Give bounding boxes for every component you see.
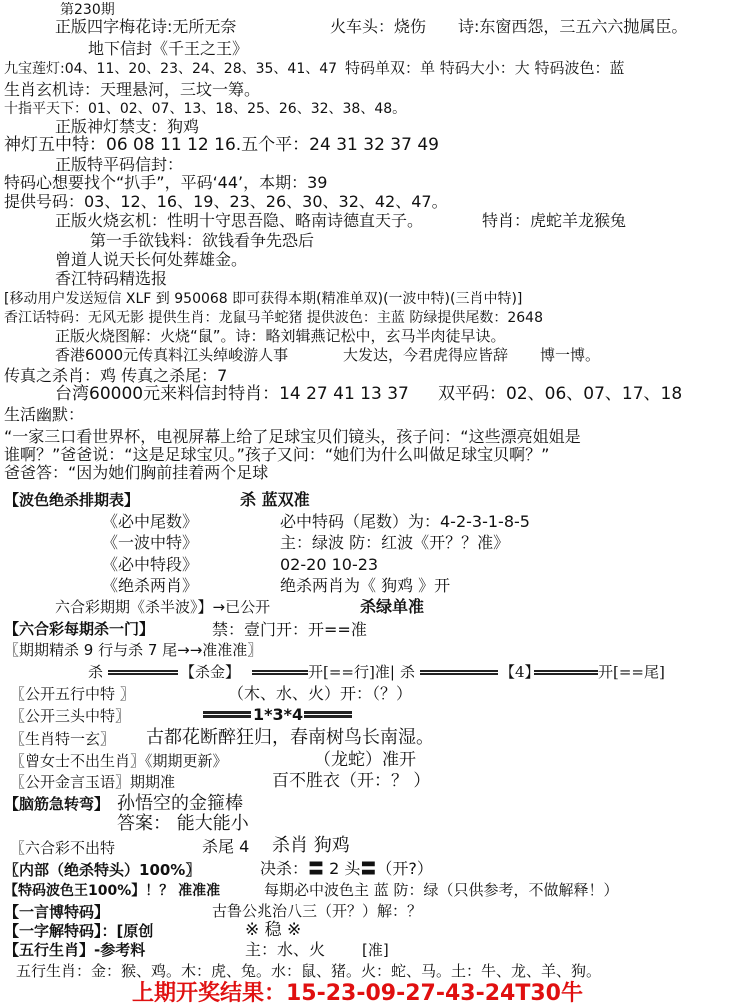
special-zodiac: 特肖：虎蛇羊龙猴兔 — [482, 211, 627, 230]
underground-envelope: 地下信封《千王之王》 — [88, 39, 249, 58]
bo-yi-bo: 博一博。 — [540, 346, 601, 364]
tbl-key: 《必中特段》 — [102, 555, 199, 574]
precise-kill-line: 〖期期精杀 9 行与杀 7 尾→→准准准〗 — [4, 641, 263, 659]
open-element: 开[==行]准| — [308, 663, 395, 681]
tbl-key: 《一波中特》 — [102, 533, 199, 552]
issue-number: 第230期 — [60, 2, 115, 18]
huochetou-poem: 诗:东窗西怨，三五六六抛属臣。 — [458, 17, 688, 36]
bose-table-title: 杀 蓝双准 — [240, 490, 310, 509]
divider — [252, 670, 308, 675]
life-humor-title: 生活幽默： — [4, 405, 85, 424]
tbl-value: 02-20 10-23 — [280, 555, 379, 574]
fire-diagram: 正版火烧图解：火烧“鼠”。诗：略刘辑燕记松中，玄马半肉徒早诀。 — [55, 327, 506, 345]
inner-kill-label: 〖内部（绝杀特头）100%〗 — [4, 861, 201, 879]
golden-words-value: 百不胜衣（开：？ ） — [272, 771, 431, 791]
huochetou: 火车头：烧伤 — [330, 17, 427, 36]
five-zodiac-sure: [准] — [362, 941, 389, 959]
five-element-value: （木、水、火）开：（？） — [228, 684, 413, 703]
fax-kill: 传真之杀肖：鸡 传真之杀尾：7 — [4, 366, 228, 385]
divider — [534, 670, 598, 675]
one-char-value: ※ 稳 ※ — [245, 920, 302, 940]
hongkong-fax: 香港6000元传真料江头绰峻游人事 — [55, 346, 289, 364]
jiubao-lianteng: 九宝莲灯:04、11、20、23、24、28、35、41、47 — [4, 61, 338, 77]
golden-words-label: 〖公开金言玉语〗期期准 — [10, 773, 176, 791]
not-out-label: 〖六合彩不出特 — [10, 839, 116, 857]
first-hand-material: 第一手欲钱料：欲钱看争先恐后 — [90, 231, 315, 250]
bose-table-label: 【波色绝杀排期表】 — [4, 491, 140, 509]
kill-gold: 【杀金】 — [180, 663, 241, 681]
tbl-key: 《绝杀两肖》 — [102, 576, 199, 595]
kill-one-door-value: 禁：壹门开：开==准 — [212, 620, 367, 639]
kill-green-single: 杀绿单准 — [360, 597, 425, 616]
sms-notice: [移动用户发送短信 XLF 到 950068 即可获得本期(精准单双)(一波中特)(三肖中特)] — [4, 291, 523, 307]
three-head-label: 〖公开三头中特〗 — [10, 707, 131, 725]
divider — [203, 711, 251, 718]
divider — [420, 670, 498, 675]
kill-char: 杀 — [400, 663, 416, 681]
zeng-daoren: 曾道人说天长何处葬雄金。 — [55, 250, 248, 269]
tbl-key: 《必中尾数》 — [102, 512, 199, 531]
meihua-poem: 正版四字梅花诗:无所无奈 — [55, 17, 237, 36]
zodiac-mystery-poem: 生肖玄机诗：天理悬河，三坟一筹。 — [4, 80, 261, 99]
ms-zeng-label: 〖曾女士不出生肖〗《期期更新》 — [10, 752, 228, 770]
zodiac-mystery-poem: 古都花断醉狂归，春南树鸟长南湿。 — [146, 727, 434, 748]
divider — [304, 711, 352, 718]
lamp-five-special: 神灯五中特：06 08 11 12 16.五个平：24 31 32 37 49 — [4, 135, 439, 155]
kill-tail: 杀尾 4 — [202, 837, 250, 856]
kill-zodiac: 杀肖 狗鸡 — [272, 835, 350, 856]
five-zodiac-value: 主：水、火 — [245, 940, 326, 959]
kill-four: 【4】 — [500, 663, 540, 681]
joke-line-3: 爸爸答：“因为她们胸前挂着两个足球 — [4, 463, 269, 482]
tbl-value: 绝杀两肖为《 狗鸡 》开 — [280, 576, 451, 595]
xiangjiang-talk: 香江话特码：无风无影 提供生肖：龙鼠马羊蛇猪 提供波色：主蓝 防绿提供尾数：2648 — [4, 310, 543, 326]
joke-line-1: “一家三口看世界杯，电视屏幕上给了足球宝贝们镜头，孩子问：“这些漂亮姐姐是 — [4, 427, 581, 446]
ten-fingers: 十指平天下：01、02、07、13、18、25、26、32、38、48。 — [4, 101, 407, 117]
open-tail: 开[==尾] — [598, 663, 665, 681]
fa-da: 大发达，今君虎得应皆辞 — [343, 346, 509, 364]
tbl-value: 必中特码（尾数）为：4-2-3-1-8-5 — [280, 512, 530, 531]
joke-line-2: 谁啊？”爸爸说：“这是足球宝贝。”孩子又问：“她们为什么叫做足球宝贝啊？” — [4, 445, 550, 464]
five-element-zodiac-list: 五行生肖：金：猴、鸡。木：虎、兔。水：鼠、猪。火：蛇、马。土：牛、龙、羊、狗。 — [16, 962, 602, 980]
one-word-value: 古鲁公兆治八三（开？）解：？ — [212, 902, 423, 920]
special-envelope: 正版特平码信封： — [55, 155, 184, 174]
special-attributes: 特码单双：单 特码大小：大 特码波色：蓝 — [345, 59, 625, 77]
tbl-value: 主：绿波 防：红波《开？？准》 — [280, 533, 510, 552]
inner-kill-value: 决杀：〓 2 头〓（开?） — [260, 859, 433, 878]
five-element-label: 〖公开五行中特 〗 — [10, 685, 135, 703]
kill-char: 杀 — [88, 663, 104, 681]
three-head-value: 1*3*4 — [253, 705, 304, 724]
brain-teaser-answer: 答案： 能大能小 — [117, 813, 249, 834]
brain-teaser-question: 孙悟空的金箍棒 — [117, 793, 243, 814]
brain-teaser-label: 【脑筋急转弯】 — [4, 795, 110, 813]
wave-king-value: 每期必中波色主 蓝 防：绿（只供参考，不做解释！） — [264, 881, 619, 899]
half-wave-kill: 六合彩期期《杀半波》】→已公开 — [55, 598, 271, 616]
double-flat: 双平码：02、06、07、17、18 — [438, 384, 683, 404]
divider — [108, 670, 178, 675]
xiangjiang-report: 香江特码精选报 — [55, 269, 168, 288]
ms-zeng-value: （龙蛇）准开 — [314, 750, 416, 770]
lamp-forbidden: 正版神灯禁支：狗鸡 — [55, 117, 200, 136]
last-draw-result: 上期开奖结果：15-23-09-27-43-24T30牛 — [132, 981, 583, 1006]
pickpocket-hint: 特码心想要找个“扒手”，平码‘44’，本期：39 — [4, 173, 328, 192]
zodiac-mystery-label: 〖生肖特一玄〗 — [10, 730, 116, 748]
taiwan-envelope: 台湾60000元来料信封特肖：14 27 41 13 37 — [55, 384, 409, 404]
kill-one-door-label: 【六合彩每期杀一门】 — [4, 620, 155, 638]
provided-numbers: 提供号码：03、12、16、19、23、26、30、32、42、47。 — [4, 192, 448, 211]
fire-mystery: 正版火烧玄机：性明十守思吾隐、略南诗德直天子。 — [55, 211, 424, 230]
five-zodiac-label: 【五行生肖】-参考料 — [4, 941, 146, 959]
one-word-label: 【一言博特码】 — [4, 903, 110, 921]
wave-king-label: 【特码波色王100%】！？ 准准准 — [4, 883, 221, 899]
one-char-label: 【一字解特码】：[原创 — [4, 922, 154, 940]
